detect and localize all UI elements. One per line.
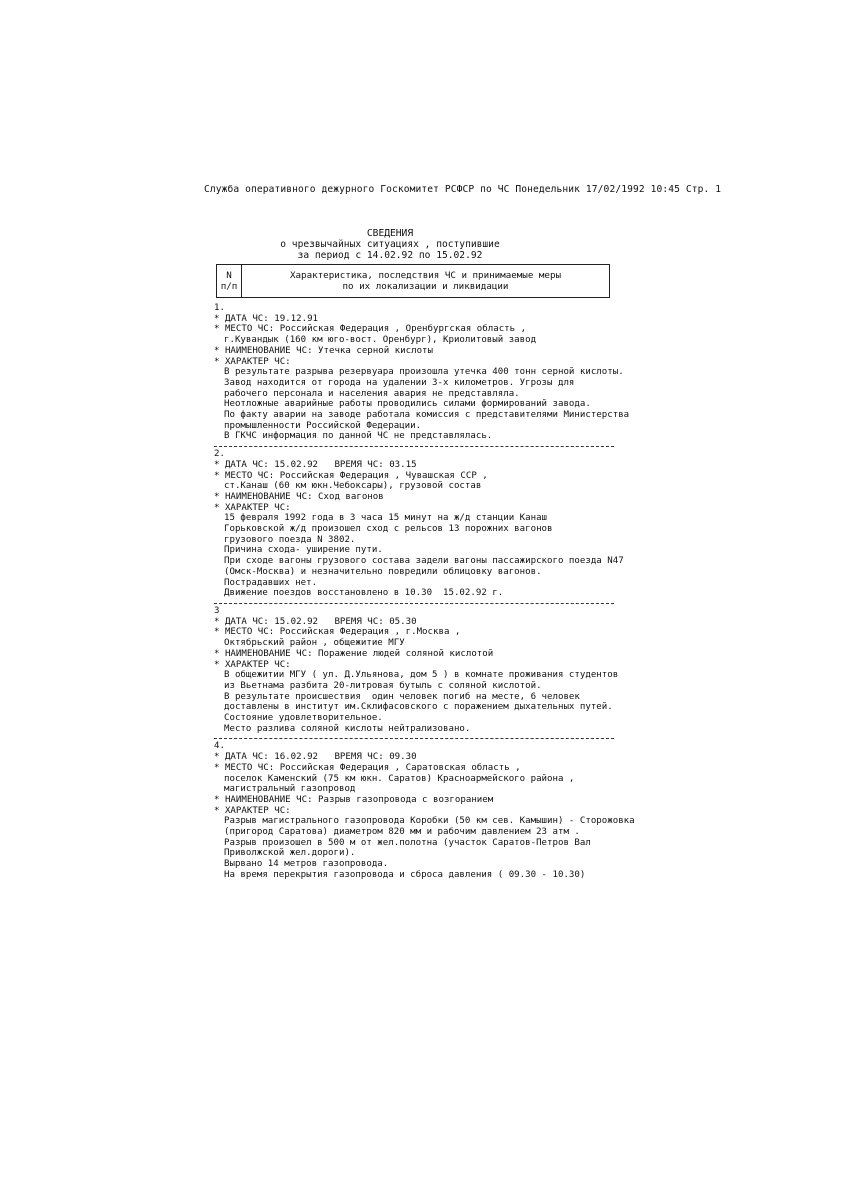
record-text-line: По факту аварии на заводе работала комиссия с представителями Министерства xyxy=(224,410,630,421)
record-text-line: В результате разрыва резервуара произошла утечка 400 тонн серной кислоты. xyxy=(224,367,624,378)
record xyxy=(214,303,630,442)
title-line-2: о чрезвычайных ситуациях , поступившие xyxy=(280,239,500,250)
record-place: * МЕСТО ЧС: Российская Федерация , Саратовская область , xyxy=(214,762,521,773)
record-text-line: грузового поезда N 3802. xyxy=(224,534,356,545)
record-text-line: На время перекрытия газопровода и сброса давления ( 09.30 - 10.30) xyxy=(224,869,586,880)
record xyxy=(214,449,624,599)
record-text-line: Движение поездов восстановлено в 10.30 15.02.92 г. xyxy=(224,588,504,599)
record-text-line: Состояние удовлетворительное. xyxy=(224,713,383,724)
record-separator xyxy=(214,603,614,604)
record-number: 2. xyxy=(214,449,225,460)
title-line-1: СВЕДЕНИЯ xyxy=(366,228,414,239)
record-place-detail: магистральный газопровод xyxy=(224,784,356,795)
record-text-line: 15 февраля 1992 года в 3 часа 15 минут на ж/д станции Канаш xyxy=(224,513,548,524)
description-header-line-2: по их локализации и ликвидации xyxy=(342,281,509,292)
record-number: 4. xyxy=(214,741,225,752)
title-line-3: за период с 14.02.92 по 15.02.92 xyxy=(297,250,483,261)
record-text-line: Пострадавших нет. xyxy=(224,577,318,588)
record-separator xyxy=(214,446,614,447)
description-header-line-1: Характеристика, последствия ЧС и принимаемые меры xyxy=(289,270,562,281)
record-number: 3 xyxy=(214,605,220,616)
record-place: * МЕСТО ЧС: Российская Федерация , Чувашская ССР , xyxy=(214,470,488,481)
record-text-line: Причина схода- уширение пути. xyxy=(224,545,383,556)
number-header-line-2: п/п xyxy=(220,281,238,292)
record-text-line: В ГКЧС информация по данной ЧС не представлялась. xyxy=(224,431,493,442)
record-character-label: * ХАРАКТЕР ЧС: xyxy=(214,356,291,367)
record-place: * МЕСТО ЧС: Российская Федерация , Оренбургская область , xyxy=(214,324,527,335)
record-number: 1. xyxy=(214,303,225,313)
record-character-label: * ХАРАКТЕР ЧС: xyxy=(214,659,291,670)
records-list xyxy=(214,303,635,881)
record-separator xyxy=(214,738,614,739)
document-title xyxy=(270,228,510,261)
record-text-line: из Вьетнама разбита 20-литровая бутыль с соляной кислотой. xyxy=(224,680,542,691)
record-text-line: (Омск-Москва) и незначительно повредили облицовку вагонов. xyxy=(224,566,542,577)
record-text-line: В результате происшествия один человек погиб на месте, 6 человек xyxy=(224,691,580,702)
record xyxy=(214,605,619,734)
record-date: * ДАТА ЧС: 15.02.92 ВРЕМЯ ЧС: 05.30 xyxy=(214,616,417,627)
record xyxy=(214,741,635,880)
table-header xyxy=(216,264,610,298)
record-text-line: Вырвано 14 метров газопровода. xyxy=(224,859,389,870)
number-column-header xyxy=(217,265,242,297)
record-name: * НАИМЕНОВАНИЕ ЧС: Поражение людей соляной кислотой xyxy=(214,648,494,659)
record-text-line: Разрыв произошел в 500 м от жел.полотна (участок Саратов-Петров Вал xyxy=(224,837,591,848)
record-text-line: промышленности Российской Федерации. xyxy=(224,420,422,431)
record-name: * НАИМЕНОВАНИЕ ЧС: Разрыв газопровода с возгоранием xyxy=(214,794,494,805)
record-text-line: Приволжской жел.дороги). xyxy=(224,848,356,859)
record-text-line: В общежитии МГУ ( ул. Д.Ульянова, дом 5 ) в комнате проживания студентов xyxy=(224,670,619,681)
record-character-label: * ХАРАКТЕР ЧС: xyxy=(214,502,291,513)
record-date: * ДАТА ЧС: 16.02.92 ВРЕМЯ ЧС: 09.30 xyxy=(214,752,417,763)
record-text-line: Завод находится от города на удалении 3-х километров. Угрозы для xyxy=(224,377,575,388)
record-date: * ДАТА ЧС: 19.12.91 xyxy=(214,313,319,324)
description-column-header xyxy=(242,265,609,297)
number-header-line-1: N xyxy=(226,270,232,281)
record-place-detail: поселок Каменский (75 км юкн. Саратов) Красноармейского района , xyxy=(224,773,575,784)
record-text-line: доставлены в институт им.Склифасовского с поражением дыхательных путей. xyxy=(224,702,613,713)
record-character-label: * ХАРАКТЕР ЧС: xyxy=(214,805,291,816)
record-place-detail: ст.Канаш (60 км юкн.Чебоксары), грузовой состав xyxy=(224,481,482,492)
record-text-line: Место разлива соляной кислоты нейтрализовано. xyxy=(224,723,471,734)
record-name: * НАИМЕНОВАНИЕ ЧС: Утечка серной кислоты xyxy=(214,345,433,356)
record-text-line: При сходе вагоны грузового состава задели вагоны пассажирского поезда N47 xyxy=(224,556,624,567)
record-text-line: Разрыв магистрального газопровода Коробки (50 км сев. Камышин) - Сторожовка xyxy=(224,816,635,827)
record-text-line: Горьковской ж/д произошел сход с рельсов 13 порожних вагонов xyxy=(224,524,553,535)
record-text-line: (пригород Саратова) диаметром 820 мм и рабочим давлением 23 атм . xyxy=(224,827,580,838)
record-place-detail: Октябрьский район , общежитие МГУ xyxy=(224,638,405,649)
record-text-line: рабочего персонала и населения авария не представляла. xyxy=(224,388,520,399)
record-text-line: Неотложные аварийные работы проводились силами формирований завода. xyxy=(224,399,591,410)
record-place: * МЕСТО ЧС: Российская Федерация , г.Москва , xyxy=(214,627,461,638)
record-name: * НАИМЕНОВАНИЕ ЧС: Сход вагонов xyxy=(214,491,384,502)
document-header: Служба оперативного дежурного Госкомитет РСФСР по ЧС Понедельник 17/02/1992 10:45 Стр. 1 xyxy=(204,184,722,195)
record-date: * ДАТА ЧС: 15.02.92 ВРЕМЯ ЧС: 03.15 xyxy=(214,459,417,470)
record-place-detail: г.Кувандык (160 км юго-вост. Оренбург), Криолитовый завод xyxy=(224,335,537,346)
